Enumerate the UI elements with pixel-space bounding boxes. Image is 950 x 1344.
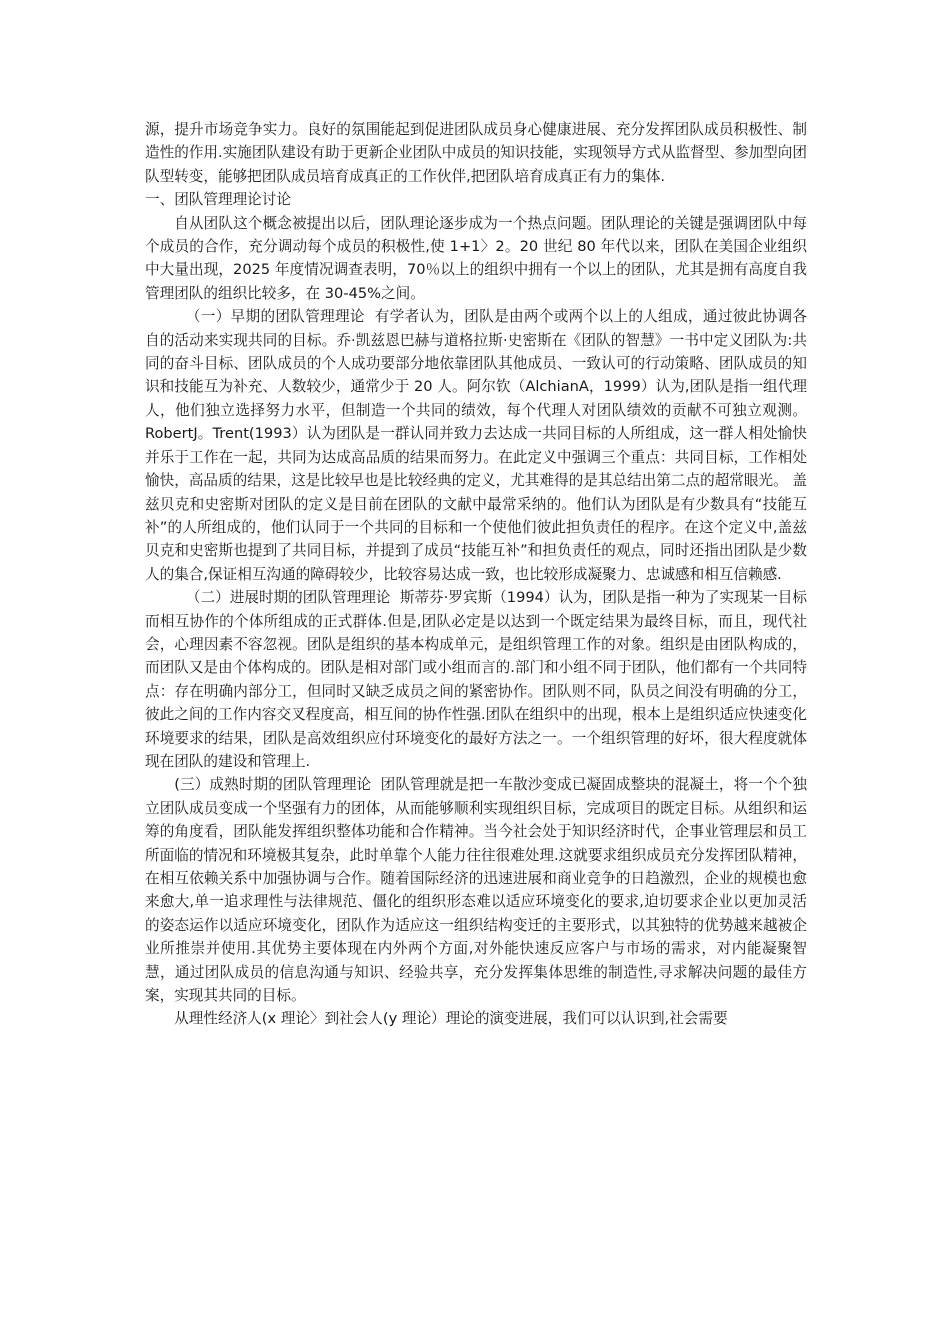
early-theory-paragraph	[145, 305, 807, 586]
mature-theory-body: 团队管理就是把一车散沙变成已凝固成整块的混凝土，将一个个独立团队成员变成一个坚强有力的团体，从而能够顺利实现组织目标，完成项目的既定目标。从组织和运筹的角度看，团队能发挥组织整体功能和合作精神。当今社会处于知识经济时代，企事业管理层和员工所面临的情况和环境极其复杂，此时单靠个人能力往往很难处理.这就要求组织成员充分发挥团队精神，在相互依赖关系中加强协调与合作。随着国际经济的迅速进展和商业竞争的日趋激烈，企业的规模也愈来愈大,单一追求理性与法律规范、僵化的组织形态难以适应环境变化的要求,迫切要求企业以更加灵活的姿态运作以适应环境变化，团队作为适应这一组织结构变迁的主要形式，以其独特的优势越来越被企业所推崇并使用.其优势主要体现在内外两个方面,对外能快速反应客户与市场的需求，对内能凝聚智慧，通过团队成员的信息沟通与知识、经验共享，充分发挥集体思维的制造性,寻求解决问题的最佳方案，实现其共同的目标。	[145, 776, 807, 1005]
early-theory-body: 有学者认为，团队是由两个或两个以上的人组成，通过彼此协调各自的活动来实现共同的目标。乔·凯兹恩巴赫与道格拉斯·史密斯在《团队的智慧》一书中定义团队为:共同的奋斗目标、团队成员的个人成功要部分地依靠团队其他成员、一致认可的行动策略、团队成员的知识和技能互为补充、人数较少，通常少于 20 人。阿尔钦（AlchianA，1999）认为,团队是指一组代理人，他们独立选择努力水平，但制造一个共同的绩效，每个代理人对团队绩效的贡献不可独立观测。RobertJ。Trent(1993）认为团队是一群认同并致力去达成一共同目标的人所组成，这一群人相处愉快并乐于工作在一起，共同为达成高品质的结果而努力。在此定义中强调三个重点：共同目标，工作相处愉快，高品质的结果，这是比较早也是比较经典的定义，尤其难得的是其总结出第二点的超常眼光。 盖兹贝克和史密斯对团队的定义是目前在团队的文献中最常采纳的。他们认为团队是有少数具有“技能互补”的人所组成的，他们认同于一个共同的目标和一个使他们彼此担负责任的程序。在这个定义中,盖兹贝克和史密斯也提到了共同目标，并提到了成员“技能互补”和担负责任的观点，同时还指出团队是少数人的集合,保证相互沟通的障碍较少，比较容易达成一致，也比较形成凝聚力、忠诚感和相互信赖感.	[145, 308, 807, 583]
closing-paragraph: 从理性经济人(x 理论〉到社会人(y 理论）理论的演变进展，我们可以认识到,社会需要	[174, 1010, 728, 1028]
development-theory-title: （二）进展时期的团队管理理论	[185, 589, 391, 607]
intro-paragraph: 源，提升市场竞争实力。良好的氛围能起到促进团队成员身心健康进展、充分发挥团队成员积极性、制造性的作用.实施团队建设有助于更新企业团队中成员的知识技能，实现领导方式从监督型、参加型向团队型转变，能够把团队成员培育成真正的工作伙伴,把团队培育成真正有力的集体.	[145, 121, 807, 185]
theory-paragraph: 自从团队这个概念被提出以后，团队理论逐步成为一个热点问题。团队理论的关键是强调团队中每个成员的合作，充分调动每个成员的积极性,使 1+1〉2。20 世纪 80 年代以来，团队在美国企业组织中大量出现，2025 年度情况调查表明，70％以上的组织中拥有一个以上的团队，尤其是拥有高度自我管理团队的组织比较多，在 30-45%之间。	[145, 214, 807, 302]
section-heading: 一、团队管理理论讨论	[145, 191, 291, 209]
early-theory-title: （一）早期的团队管理理论	[185, 308, 365, 326]
mature-theory-paragraph	[145, 773, 807, 1007]
development-theory-paragraph	[145, 586, 807, 773]
document-page	[145, 118, 807, 1031]
mature-theory-title: (三）成熟时期的团队管理理论	[174, 776, 372, 794]
development-theory-body: 斯蒂芬·罗宾斯（1994）认为，团队是指一种为了实现某一目标而相互协作的个体所组成的正式群体.但是,团队必定是以达到一个既定结果为最终目标，而且，现代社会，心理因素不容忽视。团队是组织的基本构成单元，是组织管理工作的对象。组织是由团队构成的，而团队又是由个体构成的。团队是相对部门或小组而言的.部门和小组不同于团队，他们都有一个共同特点：存在明确内部分工，但同时又缺乏成员之间的紧密协作。团队则不同，队员之间没有明确的分工，彼此之间的工作内容交叉程度高，相互间的协作性强.团队在组织中的出现，根本上是组织适应快速变化环境要求的结果，团队是高效组织应付环境变化的最好方法之一。一个组织管理的好坏，很大程度就体现在团队的建设和管理上.	[145, 589, 808, 770]
